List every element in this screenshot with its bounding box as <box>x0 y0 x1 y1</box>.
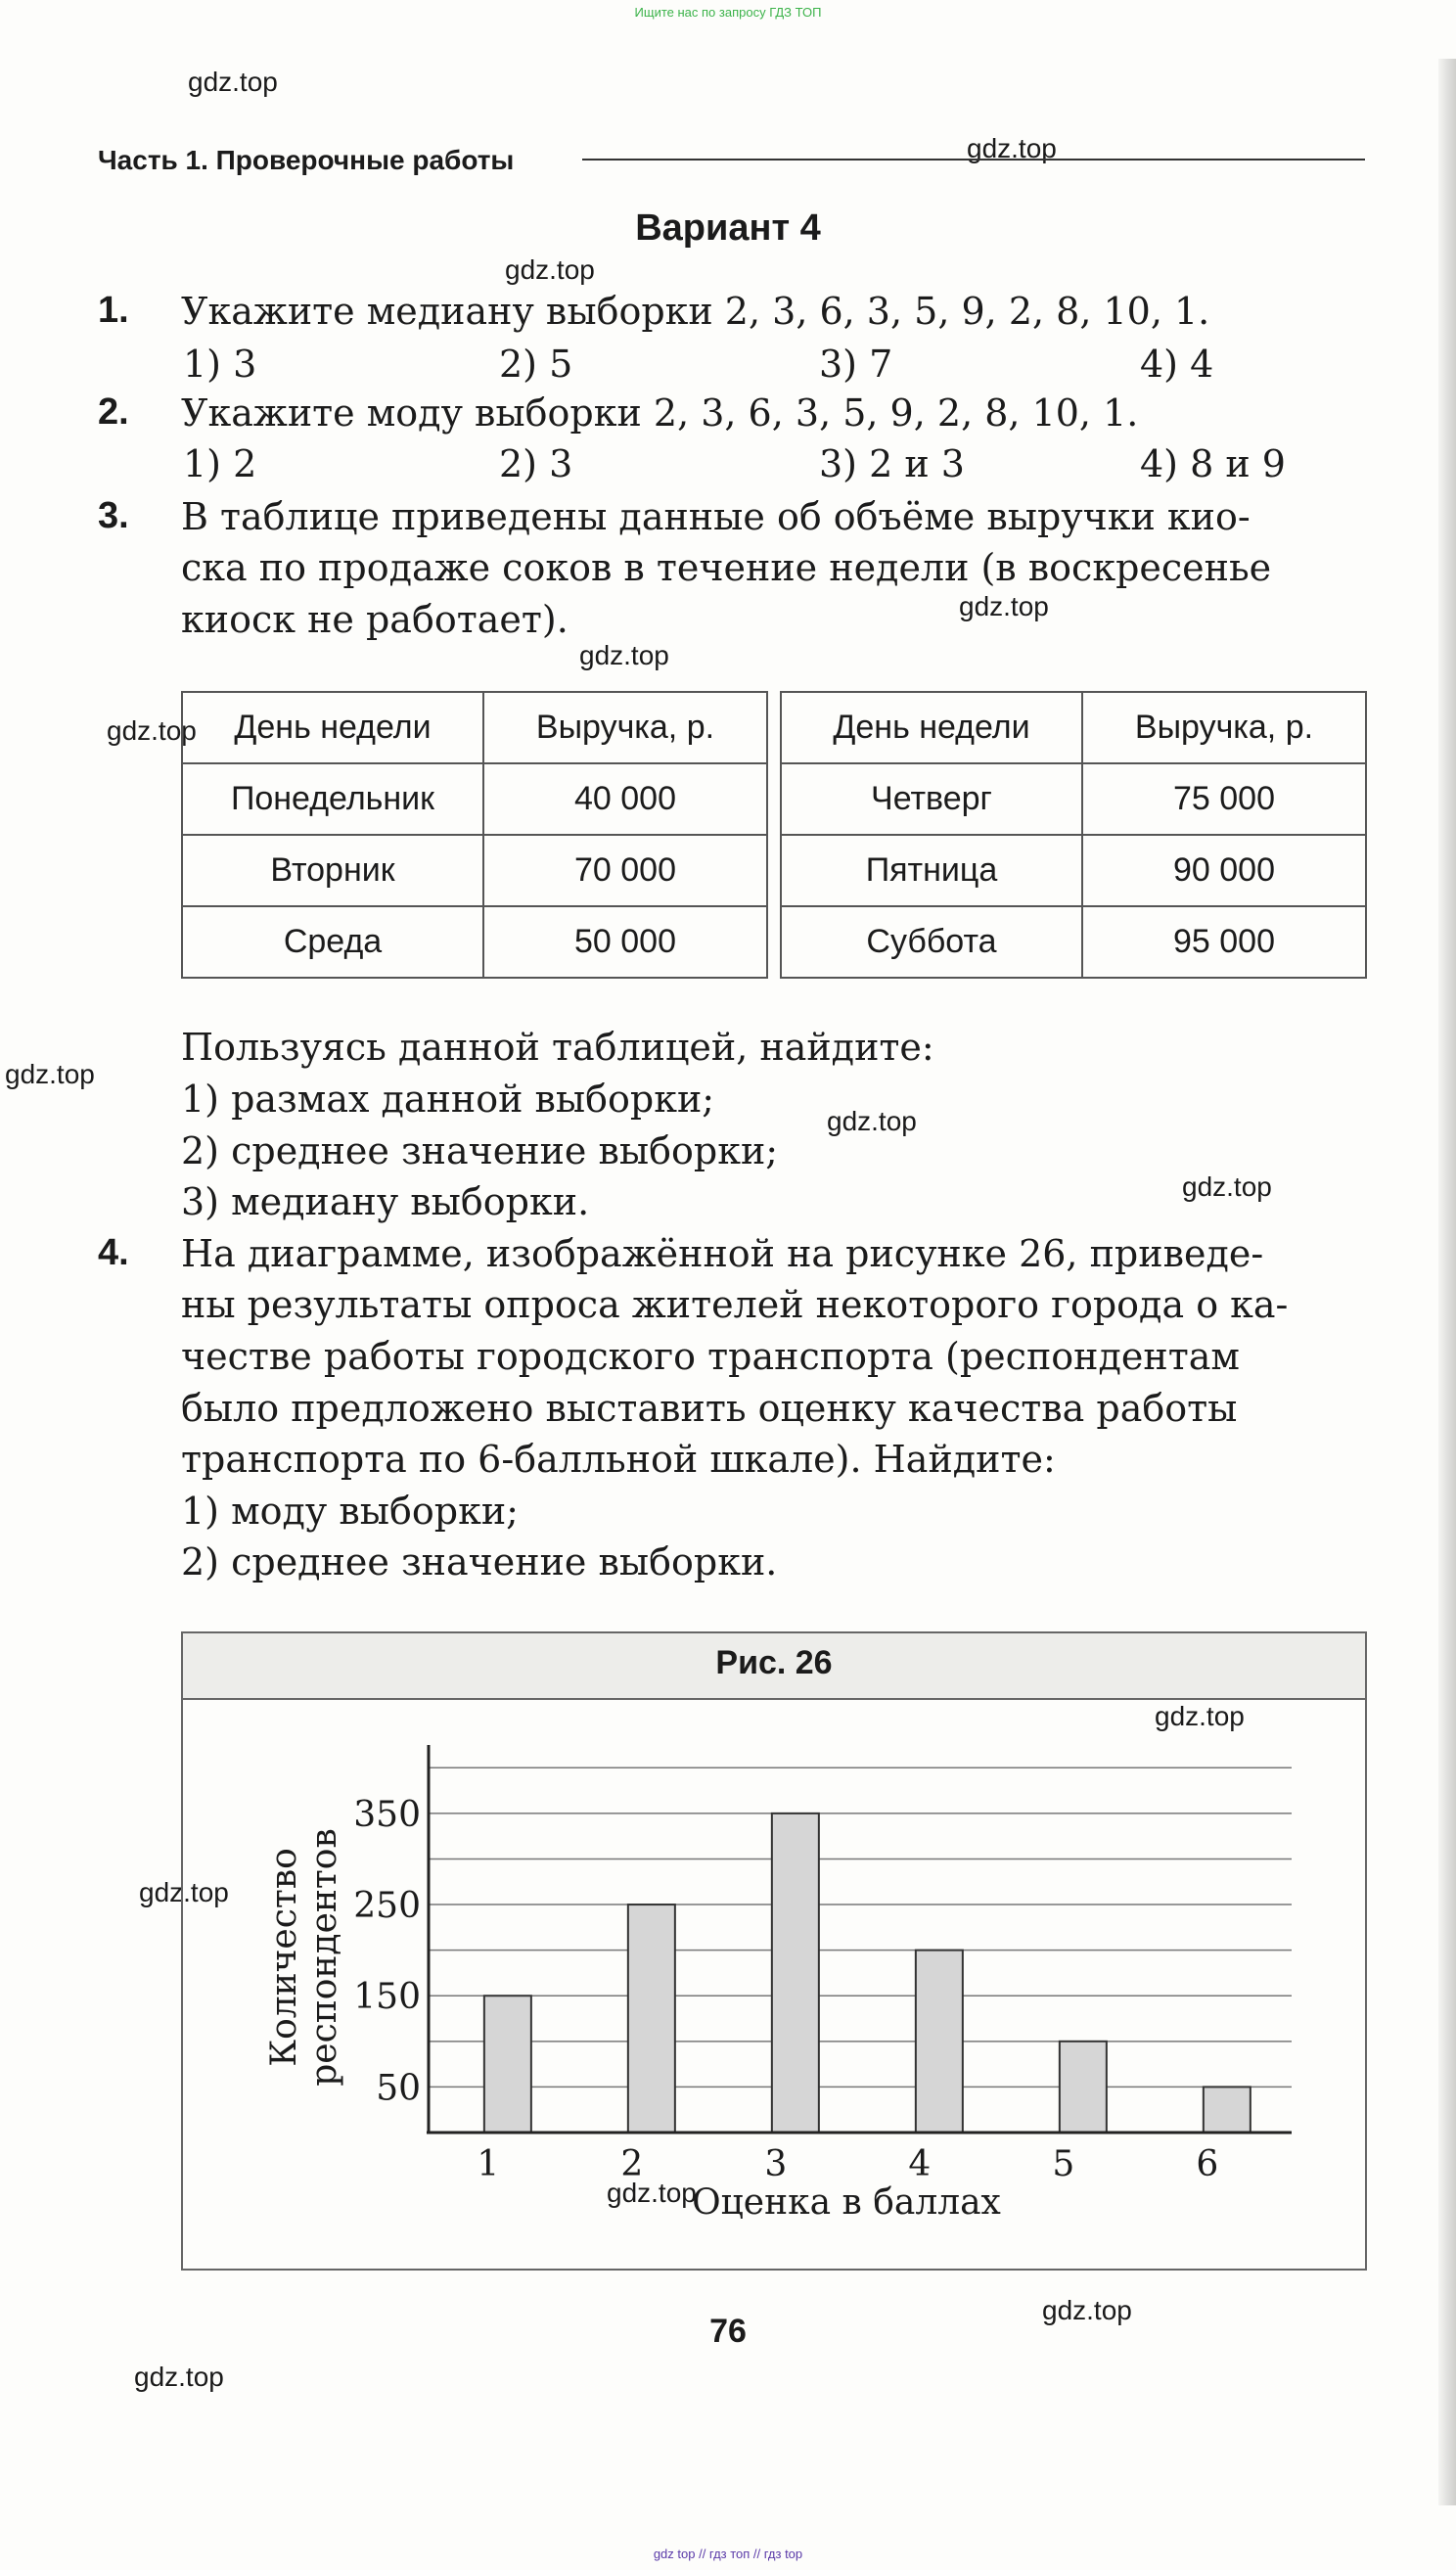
y-tick-label: 350 <box>353 1794 421 1835</box>
x-tick-label: 3 <box>764 2144 788 2184</box>
watermark: gdz.top <box>1042 2295 1132 2325</box>
task-number: 3. <box>98 495 129 536</box>
x-tick-label: 5 <box>1052 2144 1075 2184</box>
table-cell-day: Суббота <box>781 906 1082 978</box>
watermark: gdz.top <box>139 1877 229 1907</box>
table-cell-revenue: 50 000 <box>483 906 767 978</box>
x-tick-label: 1 <box>477 2144 500 2184</box>
table-header-cell: Выручка, р. <box>1082 692 1366 763</box>
top-banner: Ищите нас по запросу ГДЗ ТОП <box>634 5 822 20</box>
answer-option: 3) 7 <box>819 343 893 386</box>
task-text-line: транспорта по 6-балльной шкале). Найдите: <box>181 1438 1056 1481</box>
y-tick-label: 50 <box>376 2068 421 2109</box>
task-text-line: ска по продаже соков в течение недели (в воскресенье <box>181 546 1272 589</box>
watermark: gdz.top <box>967 133 1057 163</box>
section-header: Часть 1. Проверочные работы <box>98 145 515 175</box>
task-number: 2. <box>98 391 129 433</box>
page-number: 76 <box>709 2313 747 2350</box>
watermark: gdz.top <box>827 1106 917 1136</box>
table-cell-revenue: 90 000 <box>1082 835 1366 906</box>
watermark: gdz.top <box>959 591 1049 621</box>
answer-option: 2) 5 <box>499 343 573 386</box>
y-tick-label: 250 <box>353 1886 421 1927</box>
bar-2 <box>628 1905 675 2133</box>
table-header-cell: День недели <box>182 692 483 763</box>
x-axis-label: Оценка в баллах <box>692 2182 1001 2223</box>
y-axis-label-line: Количество <box>264 1848 304 2067</box>
task-text: Укажите медиану выборки 2, 3, 6, 3, 5, 9, 2, 8, 10, 1. <box>181 290 1210 333</box>
table-cell-day: Понедельник <box>182 763 483 835</box>
chart-axes <box>427 1745 1292 2133</box>
table-cell-day: Вторник <box>182 835 483 906</box>
task-text: Укажите моду выборки 2, 3, 6, 3, 5, 9, 2, 8, 10, 1. <box>181 391 1139 435</box>
figure-title: Рис. 26 <box>715 1644 833 1681</box>
task-text-line: 1) моду выборки; <box>181 1490 519 1533</box>
watermark: gdz.top <box>107 715 197 746</box>
table-cell-revenue: 75 000 <box>1082 763 1366 835</box>
watermark: gdz.top <box>579 640 669 670</box>
answer-option: 4) 4 <box>1140 343 1214 386</box>
answer-option: 1) 2 <box>183 442 257 485</box>
task-text-line: В таблице приведены данные об объёме выручки кио- <box>181 495 1251 538</box>
task-question-line: 1) размах данной выборки; <box>181 1078 715 1121</box>
task-text-line: ны результаты опроса жителей некоторого города о ка- <box>181 1283 1289 1326</box>
watermark: gdz.top <box>607 2178 697 2208</box>
table-cell-revenue: 70 000 <box>483 835 767 906</box>
task-question-line: 2) среднее значение выборки; <box>181 1129 779 1172</box>
y-tick-label: 150 <box>353 1977 421 2018</box>
table-cell-revenue: 95 000 <box>1082 906 1366 978</box>
answer-option: 4) 8 и 9 <box>1140 442 1286 485</box>
task-number: 4. <box>98 1232 129 1273</box>
table-cell-day: Среда <box>182 906 483 978</box>
task-text-line: 2) среднее значение выборки. <box>181 1540 778 1583</box>
bar-5 <box>1060 2042 1107 2133</box>
bottom-banner: gdz top // гдз топ // гдз top <box>653 2547 803 2561</box>
watermark: gdz.top <box>505 254 595 285</box>
x-tick-label: 2 <box>620 2144 644 2184</box>
bar-4 <box>916 1950 963 2133</box>
task-number: 1. <box>98 290 129 331</box>
chart-gridlines <box>429 1767 1292 2087</box>
task-text-line: На диаграмме, изображённой на рисунке 26, приведе- <box>181 1232 1264 1275</box>
chart-bars <box>484 1813 1251 2133</box>
answer-option: 3) 2 и 3 <box>819 442 965 485</box>
bar-6 <box>1204 2087 1251 2133</box>
watermark: gdz.top <box>5 1059 95 1089</box>
x-tick-label: 6 <box>1196 2144 1219 2184</box>
table-cell-revenue: 40 000 <box>483 763 767 835</box>
table-header-cell: День недели <box>781 692 1082 763</box>
y-axis-label <box>264 1828 344 2087</box>
y-axis-label-line: респондентов <box>304 1828 344 2087</box>
table-cell-day: Пятница <box>781 835 1082 906</box>
answer-option: 1) 3 <box>183 343 257 386</box>
bar-1 <box>484 1996 531 2133</box>
task-text-line: киоск не работает). <box>181 598 569 641</box>
x-tick-label: 4 <box>908 2144 932 2184</box>
watermark: gdz.top <box>134 2362 224 2392</box>
bar-3 <box>772 1813 819 2133</box>
task-text-line: честве работы городского транспорта (респондентам <box>181 1335 1240 1378</box>
watermark: gdz.top <box>188 67 278 97</box>
task-text-line: было предложено выставить оценку качества работы <box>181 1387 1238 1430</box>
task-question-line: Пользуясь данной таблицей, найдите: <box>181 1026 934 1069</box>
variant-title: Вариант 4 <box>635 207 821 249</box>
table-cell-day: Четверг <box>781 763 1082 835</box>
watermark: gdz.top <box>1155 1701 1245 1731</box>
watermark: gdz.top <box>1182 1171 1272 1202</box>
table-header-cell: Выручка, р. <box>483 692 767 763</box>
answer-option: 2) 3 <box>499 442 573 485</box>
task-question-line: 3) медиану выборки. <box>181 1180 590 1223</box>
